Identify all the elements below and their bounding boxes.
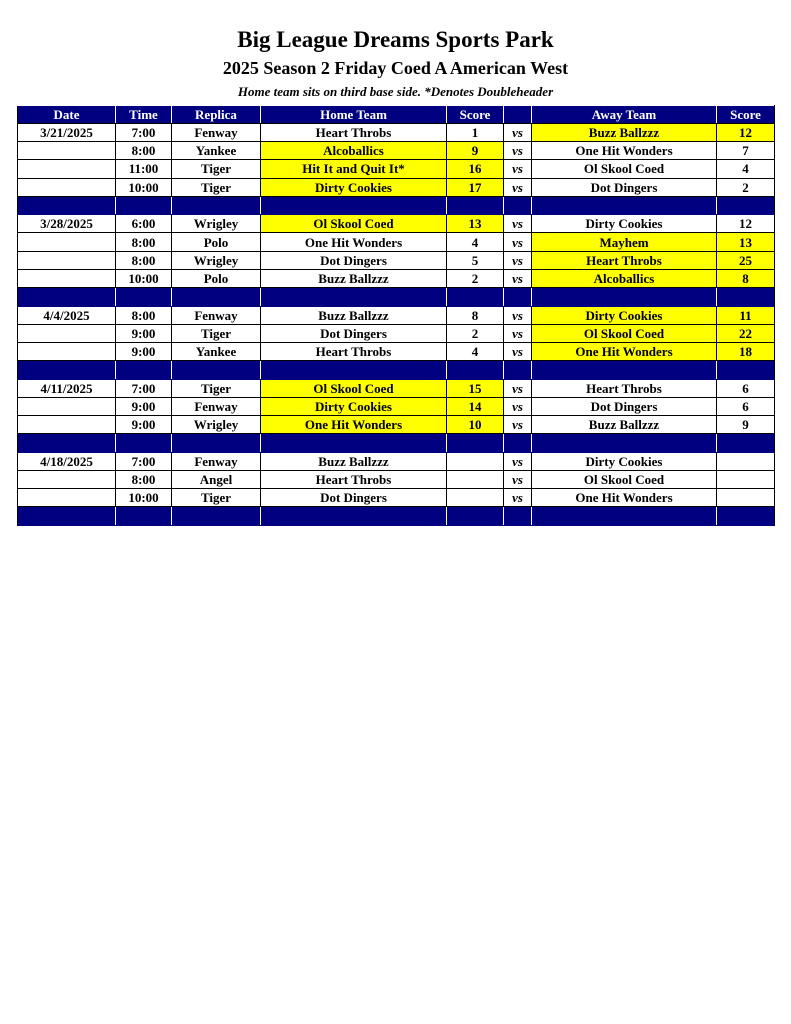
game-replica: Fenway [172, 124, 261, 142]
schedule-table [17, 105, 775, 526]
home-score: 2 [447, 269, 504, 287]
game-replica: Wrigley [172, 251, 261, 269]
game-row [18, 324, 775, 342]
separator-cell [261, 361, 447, 380]
home-score: 16 [447, 160, 504, 178]
vs-label: vs [504, 269, 532, 287]
game-row [18, 251, 775, 269]
page-title: Big League Dreams Sports Park [237, 27, 554, 52]
game-row [18, 470, 775, 488]
home-team: Buzz Ballzzz [261, 306, 447, 324]
vs-label: vs [504, 379, 532, 397]
game-row [18, 452, 775, 470]
separator-cell [172, 434, 261, 453]
separator-cell [172, 288, 261, 307]
game-time: 10:00 [116, 489, 172, 507]
separator-cell [532, 196, 717, 215]
separator-cell [116, 288, 172, 307]
doubleheader-note: Home team sits on third base side. *Denotes Doubleheader [237, 84, 554, 99]
away-team: Buzz Ballzzz [532, 124, 717, 142]
home-score [447, 489, 504, 507]
away-score: 12 [717, 215, 775, 233]
game-time: 8:00 [116, 470, 172, 488]
game-time: 10:00 [116, 269, 172, 287]
away-team: One Hit Wonders [532, 342, 717, 360]
away-team: Dot Dingers [532, 178, 717, 196]
vs-label: vs [504, 489, 532, 507]
away-team: Mayhem [532, 233, 717, 251]
header-row [18, 106, 775, 124]
away-score: 6 [717, 397, 775, 415]
home-score: 15 [447, 379, 504, 397]
vs-label: vs [504, 342, 532, 360]
col-header-vs [504, 106, 532, 124]
home-score: 5 [447, 251, 504, 269]
separator-cell [717, 361, 775, 380]
game-time: 8:00 [116, 142, 172, 160]
col-header-away-score: Score [717, 106, 775, 124]
game-date [18, 397, 116, 415]
game-date [18, 160, 116, 178]
vs-label: vs [504, 160, 532, 178]
home-score: 8 [447, 306, 504, 324]
separator-cell [532, 288, 717, 307]
home-score: 9 [447, 142, 504, 160]
home-team: Dirty Cookies [261, 397, 447, 415]
separator-cell [717, 288, 775, 307]
game-time: 6:00 [116, 215, 172, 233]
away-team: Heart Throbs [532, 251, 717, 269]
away-score [717, 452, 775, 470]
separator-cell [116, 507, 172, 526]
vs-label: vs [504, 324, 532, 342]
game-row [18, 215, 775, 233]
separator-cell [717, 507, 775, 526]
home-team: Dot Dingers [261, 324, 447, 342]
vs-label: vs [504, 142, 532, 160]
game-date: 4/4/2025 [18, 306, 116, 324]
home-score: 4 [447, 342, 504, 360]
game-date [18, 251, 116, 269]
separator-cell [532, 507, 717, 526]
game-time: 9:00 [116, 342, 172, 360]
vs-label: vs [504, 415, 532, 433]
vs-label: vs [504, 470, 532, 488]
game-replica: Angel [172, 470, 261, 488]
separator-cell [447, 196, 504, 215]
away-score: 4 [717, 160, 775, 178]
separator-cell [116, 196, 172, 215]
game-date [18, 342, 116, 360]
game-replica: Tiger [172, 379, 261, 397]
home-team: Heart Throbs [261, 342, 447, 360]
vs-label: vs [504, 397, 532, 415]
separator-cell [172, 196, 261, 215]
away-team: Ol Skool Coed [532, 324, 717, 342]
game-replica: Polo [172, 233, 261, 251]
page-subtitle: 2025 Season 2 Friday Coed A American West [222, 58, 569, 78]
home-team: Ol Skool Coed [261, 379, 447, 397]
game-row [18, 233, 775, 251]
separator-cell [261, 507, 447, 526]
game-time: 11:00 [116, 160, 172, 178]
game-date: 4/11/2025 [18, 379, 116, 397]
home-team: Hit It and Quit It* [261, 160, 447, 178]
away-team: One Hit Wonders [532, 142, 717, 160]
separator-cell [717, 434, 775, 453]
separator-cell [18, 361, 116, 380]
week-separator [18, 434, 775, 453]
away-score: 22 [717, 324, 775, 342]
vs-label: vs [504, 306, 532, 324]
game-row [18, 342, 775, 360]
schedule-body [18, 124, 775, 526]
separator-cell [261, 196, 447, 215]
game-replica: Wrigley [172, 215, 261, 233]
separator-cell [18, 288, 116, 307]
separator-cell [504, 361, 532, 380]
home-score: 14 [447, 397, 504, 415]
col-header-replica: Replica [172, 106, 261, 124]
away-score: 8 [717, 269, 775, 287]
separator-cell [116, 361, 172, 380]
game-date [18, 269, 116, 287]
away-score: 2 [717, 178, 775, 196]
separator-cell [447, 288, 504, 307]
game-replica: Wrigley [172, 415, 261, 433]
home-team: Dirty Cookies [261, 178, 447, 196]
game-replica: Tiger [172, 324, 261, 342]
separator-cell [172, 507, 261, 526]
game-date [18, 233, 116, 251]
home-team: Ol Skool Coed [261, 215, 447, 233]
home-score [447, 452, 504, 470]
game-time: 7:00 [116, 124, 172, 142]
away-team: Alcoballics [532, 269, 717, 287]
home-team: One Hit Wonders [261, 415, 447, 433]
separator-cell [116, 434, 172, 453]
game-time: 8:00 [116, 306, 172, 324]
vs-label: vs [504, 233, 532, 251]
game-date: 4/18/2025 [18, 452, 116, 470]
away-team: Dirty Cookies [532, 215, 717, 233]
game-row [18, 415, 775, 433]
away-score: 25 [717, 251, 775, 269]
away-team: Dirty Cookies [532, 452, 717, 470]
game-replica: Tiger [172, 489, 261, 507]
home-team: One Hit Wonders [261, 233, 447, 251]
home-team: Dot Dingers [261, 251, 447, 269]
away-score: 6 [717, 379, 775, 397]
away-score: 9 [717, 415, 775, 433]
separator-cell [532, 361, 717, 380]
week-separator [18, 288, 775, 307]
home-team: Heart Throbs [261, 470, 447, 488]
game-replica: Yankee [172, 142, 261, 160]
game-date [18, 489, 116, 507]
game-row [18, 160, 775, 178]
game-replica: Fenway [172, 306, 261, 324]
game-replica: Fenway [172, 397, 261, 415]
separator-cell [504, 434, 532, 453]
away-team: Dirty Cookies [532, 306, 717, 324]
week-separator [18, 361, 775, 380]
game-date [18, 415, 116, 433]
home-team: Buzz Ballzzz [261, 452, 447, 470]
away-score [717, 489, 775, 507]
away-score: 18 [717, 342, 775, 360]
game-replica: Tiger [172, 160, 261, 178]
game-date [18, 324, 116, 342]
away-score: 11 [717, 306, 775, 324]
game-replica: Polo [172, 269, 261, 287]
game-time: 10:00 [116, 178, 172, 196]
game-time: 7:00 [116, 452, 172, 470]
separator-cell [717, 196, 775, 215]
col-header-date: Date [18, 106, 116, 124]
home-score [447, 470, 504, 488]
away-team: Heart Throbs [532, 379, 717, 397]
game-date [18, 142, 116, 160]
home-team: Buzz Ballzzz [261, 269, 447, 287]
game-row [18, 306, 775, 324]
game-row [18, 269, 775, 287]
game-row [18, 379, 775, 397]
game-date: 3/28/2025 [18, 215, 116, 233]
home-team: Alcoballics [261, 142, 447, 160]
separator-cell [261, 288, 447, 307]
separator-cell [447, 507, 504, 526]
col-header-time: Time [116, 106, 172, 124]
away-team: Ol Skool Coed [532, 470, 717, 488]
separator-cell [447, 434, 504, 453]
game-replica: Fenway [172, 452, 261, 470]
separator-cell [18, 434, 116, 453]
separator-cell [504, 507, 532, 526]
separator-cell [504, 196, 532, 215]
vs-label: vs [504, 124, 532, 142]
away-score [717, 470, 775, 488]
vs-label: vs [504, 215, 532, 233]
game-row [18, 397, 775, 415]
home-score: 13 [447, 215, 504, 233]
vs-label: vs [504, 251, 532, 269]
vs-label: vs [504, 452, 532, 470]
col-header-home-team: Home Team [261, 106, 447, 124]
home-team: Dot Dingers [261, 489, 447, 507]
col-header-home-score: Score [447, 106, 504, 124]
separator-cell [18, 507, 116, 526]
game-time: 7:00 [116, 379, 172, 397]
home-score: 4 [447, 233, 504, 251]
game-row [18, 489, 775, 507]
game-replica: Yankee [172, 342, 261, 360]
week-separator [18, 196, 775, 215]
separator-cell [504, 288, 532, 307]
game-time: 9:00 [116, 415, 172, 433]
away-team: One Hit Wonders [532, 489, 717, 507]
game-row [18, 178, 775, 196]
home-score: 2 [447, 324, 504, 342]
away-team: Buzz Ballzzz [532, 415, 717, 433]
separator-cell [172, 361, 261, 380]
away-score: 13 [717, 233, 775, 251]
home-score: 10 [447, 415, 504, 433]
game-row [18, 124, 775, 142]
game-date: 3/21/2025 [18, 124, 116, 142]
home-score: 17 [447, 178, 504, 196]
separator-cell [447, 361, 504, 380]
week-separator [18, 507, 775, 526]
home-score: 1 [447, 124, 504, 142]
game-date [18, 178, 116, 196]
separator-cell [18, 196, 116, 215]
away-score: 12 [717, 124, 775, 142]
separator-cell [261, 434, 447, 453]
game-row [18, 142, 775, 160]
game-time: 9:00 [116, 324, 172, 342]
away-score: 7 [717, 142, 775, 160]
game-time: 8:00 [116, 251, 172, 269]
game-date [18, 470, 116, 488]
game-time: 8:00 [116, 233, 172, 251]
separator-cell [532, 434, 717, 453]
vs-label: vs [504, 178, 532, 196]
game-replica: Tiger [172, 178, 261, 196]
away-team: Dot Dingers [532, 397, 717, 415]
game-time: 9:00 [116, 397, 172, 415]
home-team: Heart Throbs [261, 124, 447, 142]
away-team: Ol Skool Coed [532, 160, 717, 178]
col-header-away-team: Away Team [532, 106, 717, 124]
